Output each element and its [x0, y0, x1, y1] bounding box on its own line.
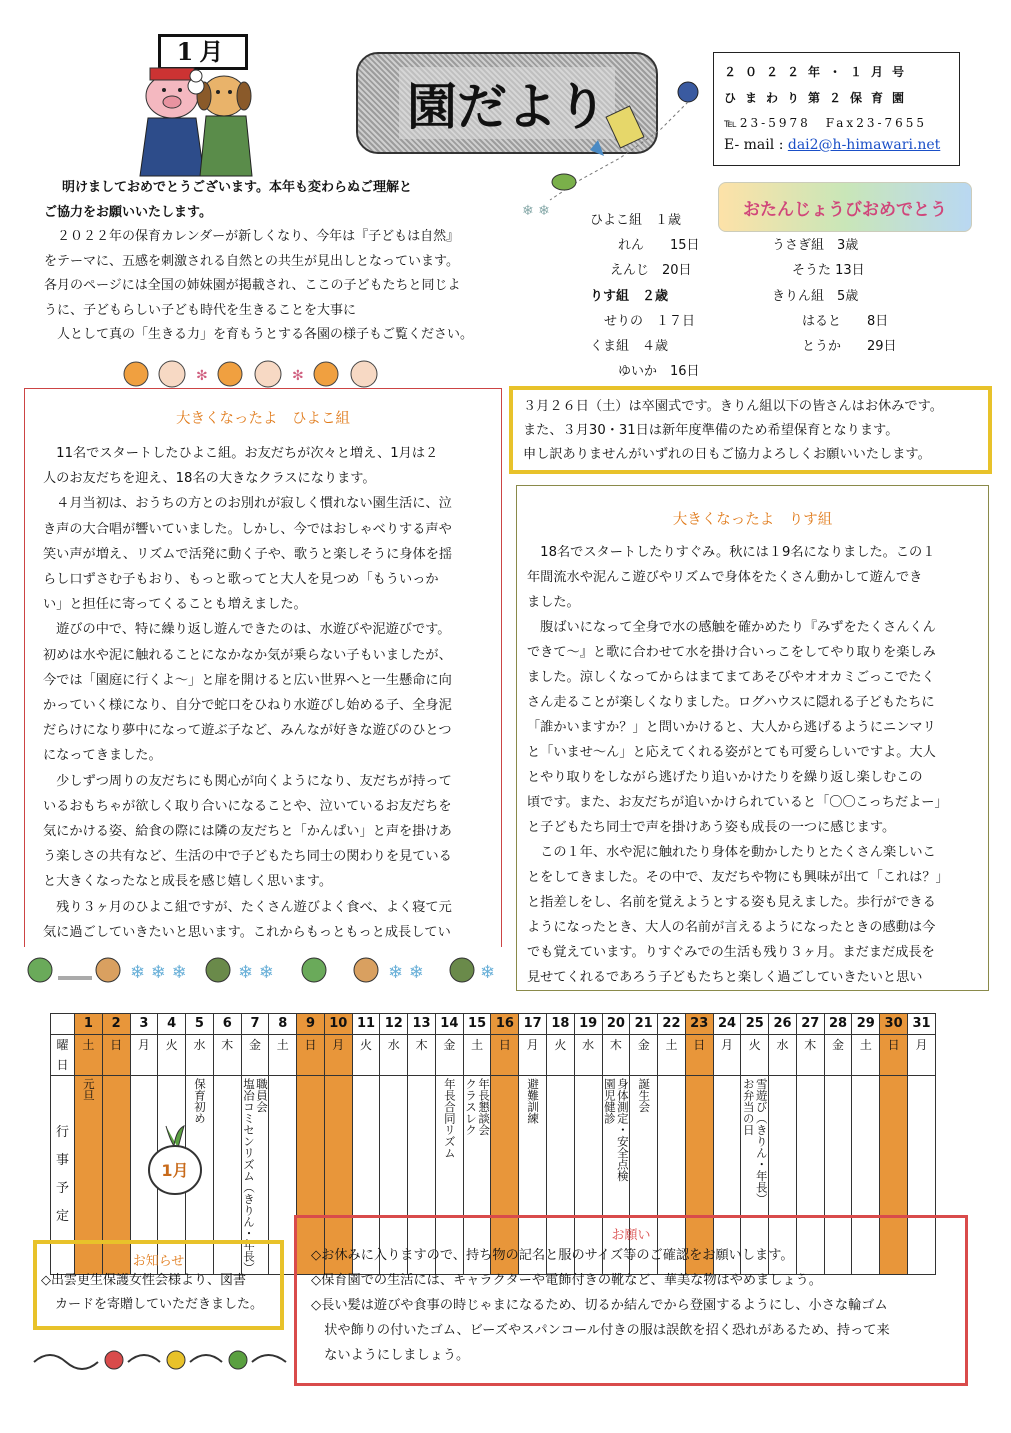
- calendar-event: 身体測定・安全点検 園児健診: [602, 1078, 630, 1182]
- birthday-class-kuma: くま組 ４歳: [590, 339, 669, 354]
- birthday-child: えんじ 20日: [610, 263, 692, 278]
- calendar-weekday: 金: [241, 1035, 269, 1076]
- graduation-notice-box: [509, 386, 992, 474]
- calendar-weekday: 月: [519, 1035, 547, 1076]
- events-header-char: 予: [55, 1180, 69, 1196]
- risu-text: [527, 540, 949, 990]
- calendar-date: 12: [380, 1014, 408, 1035]
- greeting-line: 人として真の「生きる力」を育もうとする各園の様子もご覧ください。: [44, 327, 474, 342]
- calendar-date: 6: [213, 1014, 241, 1035]
- calendar-weekday: 水: [574, 1035, 602, 1076]
- hiyoko-line: だらけになり夢中になって遊ぶ子など、みんなが好きな遊びのひとつ: [43, 723, 452, 739]
- calendar-date: 27: [796, 1014, 824, 1035]
- tel-fax: ℡23-5978 Fax23-7655: [724, 116, 928, 130]
- risu-line: とをしてきました。その中で、友だちや物にも興味が出て「これは？」: [527, 870, 949, 885]
- issue-info-box: [713, 52, 960, 166]
- turnip-illustration: [146, 1122, 204, 1198]
- info-line: カードを寄贈していただきました。: [55, 1297, 264, 1312]
- hiyoko-line: らし口ずさむ子もおり、もっと歌ってと大人を見つめ「もういっか: [43, 572, 439, 588]
- calendar-weekday: 土: [658, 1035, 686, 1076]
- risu-line: と子どもたち同士で声を掛けあう姿も成長の一つに感じます。: [527, 820, 896, 835]
- birthday-class-hiyoko: ひよこ組 １歳: [590, 213, 682, 228]
- request-line: ないようにしましょう。: [311, 1348, 470, 1363]
- email-link[interactable]: dai2@h-himawari.net: [787, 137, 941, 153]
- risu-line: ました。: [527, 595, 580, 610]
- calendar-weekday: 土: [463, 1035, 491, 1076]
- risu-line: でも覚えています。りすぐみでの生活も残り３ヶ月。まだまだ成長を: [527, 945, 935, 960]
- risu-line: 見せてくれるであろう子どもたちと楽しく過ごしていきたいと思い: [527, 970, 923, 985]
- birthday-child: はると 8日: [802, 314, 889, 329]
- birthday-child: そうた 13日: [792, 263, 865, 278]
- risu-line: 腹ばいになって全身で水の感触を確かめたり『みずをたくさんくん: [527, 620, 936, 635]
- greeting-line: ２０２２年の保育カレンダーが新しくなり、今年は『子どもは自然』: [44, 229, 460, 244]
- pig-dog-new-year-illustration: [130, 66, 260, 178]
- calendar-weekday: 木: [796, 1035, 824, 1076]
- hiyoko-line: 気に過ごしていきたいと思います。これからもっともっと成長してい: [43, 924, 451, 940]
- hiyoko-line: 今では「園庭に行くよ～」と扉を開けると広い世界へと一生懸命に向: [43, 672, 452, 688]
- calendar-date: 11: [352, 1014, 380, 1035]
- request-line: ◇お休みに入りますので、持ち物の記名と服のサイズ等のご確認をお願いします。: [311, 1248, 794, 1263]
- greeting-line: うに、子どもらしい子ども時代を生きることを大事に: [44, 302, 357, 318]
- request-line: 状や飾りの付いたゴム、ビーズやスパンコール付きの服は誤飲を招く恐れがあるため、持って来: [311, 1323, 890, 1338]
- risu-line: 頃です。また、お友だちが追いかけられていると「〇〇こっちだよー」: [527, 795, 948, 810]
- svg-text:❄ ❄: ❄ ❄: [238, 962, 274, 983]
- calendar-weekday-row: [51, 1035, 936, 1076]
- calendar-date: 21: [630, 1014, 658, 1035]
- calendar-date: 16: [491, 1014, 519, 1035]
- greeting-line: ご協力をお願いいたします。: [44, 204, 212, 220]
- calendar-weekday: 木: [408, 1035, 436, 1076]
- calendar-date: 1: [75, 1014, 103, 1035]
- svg-text:❄ ❄ ❄: ❄ ❄ ❄: [130, 962, 187, 983]
- calendar-date: 25: [741, 1014, 769, 1035]
- calendar-date: 9: [297, 1014, 325, 1035]
- hiyoko-line: う楽しさの共有など、生活の中で子どもたち同士の関わりを見ている: [43, 849, 452, 865]
- risu-line: ました。涼しくなってからはまてまてあそびやオオカミごっこでたく: [527, 670, 935, 685]
- issue-date: ２０２２年・１月号: [724, 65, 914, 79]
- greeting-block: [44, 176, 473, 348]
- calendar-weekday: 水: [769, 1035, 797, 1076]
- greeting-line: 各月のページには全国の姉妹園が掲載され、ここの子どもたちと同じよ: [44, 278, 461, 293]
- nursery-name: ひまわり第２保育園: [724, 91, 914, 105]
- calendar-date: 20: [602, 1014, 630, 1035]
- hiyoko-line: 笑い声が増え、リズムで活発に動く子や、歌うと楽しそうに身体を揺: [43, 546, 453, 562]
- calendar-weekday: 金: [630, 1035, 658, 1076]
- kite-illustration: [520, 70, 720, 220]
- calendar-weekday: 土: [75, 1035, 103, 1076]
- calendar-date: 5: [186, 1014, 214, 1035]
- calendar-date: 22: [658, 1014, 686, 1035]
- hiyoko-line: き声の大合唱が響いていました。しかし、今ではおしゃべりする声や: [43, 521, 452, 537]
- calendar-date: 3: [130, 1014, 158, 1035]
- risu-line: と「いませ～ん」と応えてくれる姿がとても可愛らしいですよ。大人: [527, 745, 936, 760]
- notice-line: 申し訳ありませんがいずれの日もご協力よろしくお願いいたします。: [523, 447, 931, 462]
- risu-line: この１年、水や泥に触れたり身体を動かしたりとたくさん楽しいこ: [527, 845, 936, 860]
- info-box: [33, 1240, 284, 1330]
- calendar-weekday: 土: [852, 1035, 880, 1076]
- calendar-date: 24: [713, 1014, 741, 1035]
- calendar-date: 18: [547, 1014, 575, 1035]
- hiyoko-title: 大きくなったよ ひよこ組: [176, 411, 350, 427]
- notice-line: また、３月30・31日は新年度準備のため希望保育となります。: [523, 423, 899, 438]
- svg-text:❄: ❄: [480, 962, 496, 983]
- hiyoko-line: い」と担任に寄ってくることも増えました。: [43, 597, 307, 613]
- calendar-weekday: 火: [352, 1035, 380, 1076]
- svg-text:❄ ❄: ❄ ❄: [522, 203, 550, 219]
- calendar-date: 29: [852, 1014, 880, 1035]
- calendar-dates-row: [51, 1014, 936, 1035]
- hiyoko-line: 遊びの中で、特に繰り返し遊んできたのは、水遊びや泥遊びです。: [43, 622, 451, 638]
- risu-line: 「誰かいますか？」と問いかけると、大人から逃げるようにニンマリ: [527, 720, 936, 735]
- risu-line: と指差しをし、名前を覚えようとする姿も見えました。歩行ができる: [527, 895, 936, 910]
- calendar-weekday: 水: [186, 1035, 214, 1076]
- spinning-tops-decoration: [30, 1342, 292, 1378]
- calendar-event: 雪遊び（きりん・年長） お弁当の日: [741, 1078, 769, 1205]
- risu-title: 大きくなったよ りす組: [672, 512, 833, 528]
- calendar-event: 誕生会: [637, 1078, 652, 1113]
- birthday-class-kirin: きりん組 5歳: [772, 289, 859, 304]
- calendar-weekday: 日: [491, 1035, 519, 1076]
- events-header-char: 事: [55, 1152, 69, 1168]
- calendar-weekday: 火: [741, 1035, 769, 1076]
- calendar-weekday: 金: [435, 1035, 463, 1076]
- svg-text:❄ ❄: ❄ ❄: [388, 962, 424, 983]
- calendar-weekday: 月: [130, 1035, 158, 1076]
- calendar-weekday: 木: [213, 1035, 241, 1076]
- request-line: ◇保育園での生活には、キャラクターや電飾付きの靴など、華美な物はやめましょう。: [311, 1273, 822, 1288]
- calendar-weekday: 月: [324, 1035, 352, 1076]
- hiyoko-line: ４月当初は、おうちの方とのお別れが寂しく慣れない園生活に、泣: [43, 496, 452, 512]
- birthday-child: れん 15日: [618, 238, 700, 253]
- calendar-date: 23: [685, 1014, 713, 1035]
- calendar-weekday: 日: [685, 1035, 713, 1076]
- calendar-event: 避難訓練: [526, 1078, 541, 1124]
- birthday-banner-text: おたんじょうびおめでとう: [743, 199, 947, 220]
- hiyoko-text: [43, 441, 452, 945]
- calendar-date: 28: [824, 1014, 852, 1035]
- svg-text:✻: ✻: [292, 368, 304, 384]
- birthday-child: とうか 29日: [802, 339, 897, 354]
- calendar-weekday: 火: [547, 1035, 575, 1076]
- request-box: [294, 1215, 968, 1386]
- hiyoko-line: 少しずつ周りの友だちにも関心が向くようになり、友だちが持って: [43, 773, 452, 789]
- calendar-weekday: 火: [158, 1035, 186, 1076]
- calendar-date: 14: [435, 1014, 463, 1035]
- info-title: お知らせ: [132, 1254, 185, 1269]
- risu-line: さん走ることが楽しくなりました。ログハウスに隠れる子どもたちに: [527, 695, 935, 710]
- hiyoko-line: かっていく様になり、自分で蛇口をひねり水遊びし始める子、全身泥: [43, 698, 452, 714]
- calendar-weekday: 土: [269, 1035, 297, 1076]
- calendar-weekday: 木: [602, 1035, 630, 1076]
- calendar-date: 4: [158, 1014, 186, 1035]
- calendar-event: 職員会 塩冶コミセンリズム（きりん・年長）: [241, 1078, 269, 1274]
- calendar-event: 年長懇談会 クラスレク: [464, 1078, 492, 1136]
- snow-children-decoration: [18, 948, 508, 992]
- calendar-date: 31: [907, 1014, 935, 1035]
- calendar-event: 元旦: [81, 1078, 96, 1101]
- hiyoko-line: 11名でスタートしたひよこ組。お友だちが次々と増え、1月は２: [43, 446, 439, 461]
- hiyoko-line: と大きくなったなと成長を感じ嬉しく思います。: [43, 874, 333, 890]
- notice-line: ３月２６日（土）は卒園式です。きりん組以下の皆さんはお休みです。: [523, 399, 943, 414]
- hiyoko-line: 気にかける姿、給食の際には隣の友だちと「かんぱい」と声を掛けあ: [43, 824, 452, 840]
- calendar-date: 10: [324, 1014, 352, 1035]
- calendar-date: 30: [880, 1014, 908, 1035]
- calendar-date: 17: [519, 1014, 547, 1035]
- hiyoko-line: になってきました。: [43, 748, 162, 764]
- turnip-label: 1月: [161, 1161, 189, 1180]
- risu-line: 年間流水や泥んこ遊びやリズムで身体をたくさん動かして遊んでき: [527, 570, 923, 585]
- calendar-date: 15: [463, 1014, 491, 1035]
- risu-section: [516, 485, 989, 991]
- risu-line: とやり取りをしながら逃げたり追いかけたりを繰り返し楽しむこの: [527, 770, 923, 785]
- calendar-date: 13: [408, 1014, 436, 1035]
- weekday-header: 曜日: [51, 1035, 75, 1076]
- hiyoko-line: 人のお友だちを迎え、18名の大きなクラスになります。: [43, 471, 376, 487]
- calendar-weekday: 水: [380, 1035, 408, 1076]
- calendar-weekday: 月: [907, 1035, 935, 1076]
- svg-text:✻: ✻: [196, 368, 208, 384]
- calendar-weekday: 金: [824, 1035, 852, 1076]
- newsletter-title: 園だより: [399, 67, 615, 139]
- email-label: E- mail :: [724, 137, 788, 153]
- events-header-char: 行: [55, 1124, 69, 1140]
- decorative-faces-row: [120, 358, 410, 390]
- request-line: ◇長い髪は遊びや食事の時じゃまになるため、切るか結んでから登園するようにし、小さな輪ゴム: [311, 1298, 888, 1313]
- risu-line: できて～』と歌に合わせて水を掛け合いっこをしてやり取りを楽しみ: [527, 645, 936, 660]
- hiyoko-line: いるおもちゃが欲しく取り合いになることや、泣いているお友だちを: [43, 798, 452, 814]
- calendar-date: 26: [769, 1014, 797, 1035]
- events-header-char: 定: [55, 1208, 69, 1224]
- birthday-class-risu: りす組 ２歳: [590, 289, 669, 304]
- calendar-weekday: 月: [713, 1035, 741, 1076]
- calendar-weekday: 日: [297, 1035, 325, 1076]
- birthday-child: せりの １７日: [604, 314, 696, 329]
- request-title: お願い: [611, 1228, 651, 1243]
- info-line: ◇出雲更生保護女性会様より、図書: [41, 1273, 246, 1288]
- calendar-date: 2: [102, 1014, 130, 1035]
- birthday-child: ゆいか 16日: [618, 364, 700, 379]
- birthday-class-usagi: うさぎ組 3歳: [772, 238, 859, 253]
- calendar-event: 年長合同リズム: [442, 1078, 457, 1159]
- hiyoko-line: 初めは水や泥に触れることになかなか気が乗らない子もいましたが、: [43, 647, 452, 663]
- calendar-weekday: 日: [880, 1035, 908, 1076]
- calendar-date: 19: [574, 1014, 602, 1035]
- hiyoko-line: 残り３ヶ月のひよこ組ですが、たくさん遊びよく食べ、よく寝て元: [43, 899, 452, 915]
- hiyoko-section: [24, 388, 502, 947]
- greeting-line: 明けましておめでとうございます。本年も変わらぬご理解と: [62, 180, 412, 195]
- month-badge: 1月: [158, 34, 248, 70]
- calendar-date: 7: [241, 1014, 269, 1035]
- calendar-weekday: 日: [102, 1035, 130, 1076]
- risu-line: 18名でスタートしたりすぐみ。秋には１9名になりました。この１: [527, 545, 936, 560]
- birthday-banner: [718, 182, 972, 232]
- calendar-date: 8: [269, 1014, 297, 1035]
- calendar-corner: [51, 1014, 75, 1035]
- risu-line: ようになったとき、大人の名前が言えるようになったときの感動は今: [527, 920, 936, 935]
- calendar-event: 保育初め: [192, 1078, 207, 1124]
- greeting-line: をテーマに、五感を刺激される自然との共生が見出しとなっています。: [44, 253, 459, 269]
